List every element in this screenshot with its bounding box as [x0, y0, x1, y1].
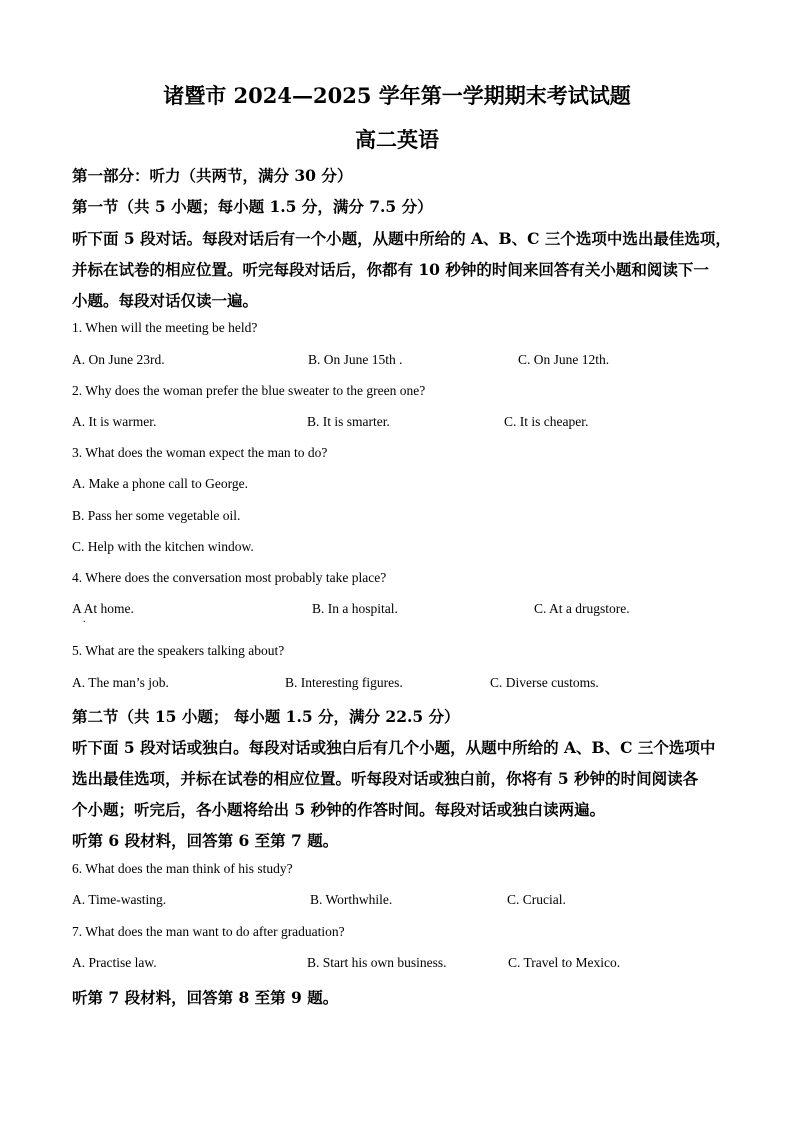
option-c: C. On June 12th.: [518, 352, 610, 367]
question-stem: 7. What does the man want to do after graduation?: [72, 924, 345, 939]
option-a: A. Time-wasting.: [72, 892, 167, 907]
option-b: B. Pass her some vegetable oil.: [72, 508, 241, 523]
part1-heading: 第一部分：听力（共两节，满分 30 分）: [72, 166, 353, 185]
question-stem: 2. Why does the woman prefer the blue sweater to the green one?: [72, 383, 426, 398]
section2-instruction-line: 个小题；听完后，各小题将给出 5 秒钟的作答时间。每段对话或独白读两遍。: [72, 800, 606, 819]
option-a: A. It is warmer.: [72, 414, 157, 429]
question-stem: 1. When will the meeting be held?: [72, 320, 258, 335]
option-b: B. It is smarter.: [307, 414, 390, 429]
option-b: B. Worthwhile.: [310, 892, 393, 907]
option-c: C. Travel to Mexico.: [508, 955, 621, 970]
section2-heading: 第二节（共 15 小题； 每小题 1.5 分，满分 22.5 分）: [72, 707, 460, 726]
question-stem: 3. What does the woman expect the man to do?: [72, 445, 328, 460]
stray-dot-mark: .: [83, 614, 86, 625]
question-stem: 6. What does the man think of his study?: [72, 861, 293, 876]
option-c: C. Diverse customs.: [490, 675, 599, 690]
option-c: C. Crucial.: [507, 892, 566, 907]
option-a: A. On June 23rd.: [72, 352, 165, 367]
option-a: A. The man’s job.: [72, 675, 169, 690]
exam-title: 诸暨市 2024—2025 学年第一学期期末考试试题: [163, 83, 631, 108]
option-a: A At home.: [72, 601, 134, 616]
option-b: B. Interesting figures.: [285, 675, 403, 690]
section1-heading: 第一节（共 5 小题；每小题 1.5 分，满分 7.5 分）: [72, 197, 433, 216]
material-7-heading: 听第 7 段材料，回答第 8 至第 9 题。: [72, 988, 339, 1007]
option-c: C. Help with the kitchen window.: [72, 539, 254, 554]
section1-instruction-line: 听下面 5 段对话。每段对话后有一个小题，从题中所给的 A、B、C 三个选项中选出最佳选项，: [72, 229, 731, 248]
section2-instruction-line: 选出最佳选项，并标在试卷的相应位置。听每段对话或独白前，你将有 5 秒钟的时间阅读各: [72, 769, 699, 788]
question-stem: 5. What are the speakers talking about?: [72, 643, 285, 658]
exam-subtitle: 高二英语: [355, 127, 439, 152]
option-b: B. In a hospital.: [312, 601, 398, 616]
option-a: A. Make a phone call to George.: [72, 476, 248, 491]
option-c: C. It is cheaper.: [504, 414, 589, 429]
section1-instruction-line: 小题。每段对话仅读一遍。: [72, 291, 259, 310]
option-a: A. Practise law.: [72, 955, 157, 970]
section1-instruction-line: 并标在试卷的相应位置。听完每段对话后，你都有 10 秒钟的时间来回答有关小题和阅读下一: [72, 260, 709, 279]
option-b: B. On June 15th .: [308, 352, 403, 367]
material-6-heading: 听第 6 段材料，回答第 6 至第 7 题。: [72, 831, 339, 850]
section2-instruction-line: 听下面 5 段对话或独白。每段对话或独白后有几个小题，从题中所给的 A、B、C 三个选项中: [72, 738, 716, 757]
option-c: C. At a drugstore.: [534, 601, 630, 616]
question-stem: 4. Where does the conversation most probably take place?: [72, 570, 387, 585]
option-b: B. Start his own business.: [307, 955, 447, 970]
